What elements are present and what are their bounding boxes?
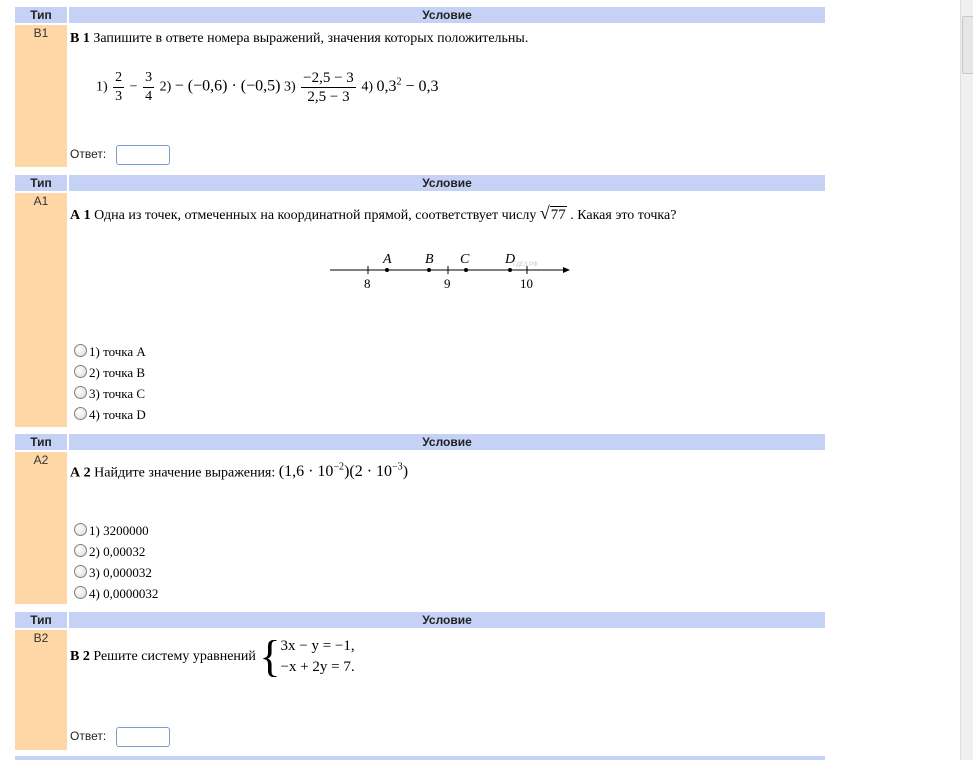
point-c — [464, 268, 468, 272]
radio-button[interactable] — [74, 586, 87, 599]
radio-button[interactable] — [74, 407, 87, 420]
question-type-cell — [15, 452, 67, 604]
radio-button[interactable] — [74, 365, 87, 378]
option-2[interactable]: 2) 0,00032 — [74, 541, 158, 562]
question-block-b1 — [15, 7, 825, 167]
answer-options — [74, 341, 146, 425]
point-a — [385, 268, 389, 272]
option-3[interactable]: 3) 0,000032 — [74, 562, 158, 583]
option-1[interactable]: 1) точка A — [74, 341, 146, 362]
equation-system: 3x − y = −1, −x + 2y = 7. — [280, 638, 355, 675]
point-label-a: A — [383, 252, 392, 267]
answer-row — [70, 726, 170, 747]
question-text: В 1 Запишите в ответе номера выражений, значения которых положительны. — [70, 31, 529, 46]
answer-input[interactable] — [116, 145, 170, 165]
answer-label: Ответ: — [70, 147, 107, 161]
table-header — [15, 175, 825, 191]
number-line — [325, 248, 575, 293]
header-type: Тип — [30, 435, 52, 449]
question-content — [70, 193, 825, 427]
option-2[interactable]: 2) точка B — [74, 362, 146, 383]
watermark: ГДЕЗ.РФ — [513, 262, 538, 268]
question-type-cell — [15, 630, 67, 750]
tick-label-8: 8 — [364, 276, 371, 291]
answer-options — [74, 520, 158, 604]
expressions-row: 1) $\frac{2}{3}$ − $\frac{3}{4}$ 2) − (−0,6) · (−0,5) 3) $\frac{-2,5 - 3}{2,5 - 3}$ 4) $0,3^2 - 0,3$ — [96, 70, 439, 105]
header-type: Тип — [30, 613, 52, 627]
question-text: В 2 Решите систему уравнений { 3x − y = −1, −x + 2y = 7. — [70, 632, 355, 681]
radio-button[interactable] — [74, 344, 87, 357]
question-type: B1 — [33, 26, 49, 40]
answer-label: Ответ: — [70, 729, 107, 743]
header-condition: Условие — [422, 613, 472, 627]
system-brace: { — [259, 632, 281, 681]
question-number: В 1 — [70, 31, 90, 46]
answer-input[interactable] — [116, 727, 170, 747]
question-text: А 2 Найдите значение выражения: $(1,6 \cdot 10^{-2})(2 \cdot 10^{-3})$ — [70, 462, 409, 481]
question-type: B2 — [33, 631, 49, 645]
radio-button[interactable] — [74, 386, 87, 399]
sqrt-expression: √77 — [539, 203, 566, 223]
radio-button[interactable] — [74, 565, 87, 578]
next-block-header — [15, 756, 825, 760]
question-type-cell — [15, 25, 67, 167]
question-type: A1 — [33, 194, 49, 208]
table-header — [15, 434, 825, 450]
question-number: А 1 — [70, 208, 91, 223]
question-number: В 2 — [70, 649, 90, 664]
option-4[interactable]: 4) точка D — [74, 404, 146, 425]
header-type: Тип — [30, 8, 52, 22]
point-label-d: D — [505, 252, 516, 267]
point-label-b: B — [425, 252, 434, 267]
radio-button[interactable] — [74, 523, 87, 536]
question-block-b2 — [15, 612, 825, 750]
table-header — [15, 7, 825, 23]
answer-row — [70, 144, 170, 165]
tick-label-10: 10 — [520, 276, 533, 291]
question-content — [70, 25, 825, 167]
option-3[interactable]: 3) точка C — [74, 383, 146, 404]
header-condition: Условие — [422, 176, 472, 190]
question-text: А 1 Одна из точек, отмеченных на координатной прямой, соответствует числу √77 . Какая это точка? — [70, 203, 677, 223]
question-type: A2 — [33, 453, 49, 467]
header-condition: Условие — [422, 435, 472, 449]
header-condition: Условие — [422, 8, 472, 22]
vertical-scrollbar[interactable] — [960, 0, 973, 760]
question-block-a1 — [15, 175, 825, 427]
question-number: А 2 — [70, 465, 91, 481]
tick-label-9: 9 — [444, 276, 451, 291]
question-content — [70, 630, 825, 750]
point-label-c: C — [460, 252, 470, 267]
expression: $(1,6 \cdot 10^{-2})(2 \cdot 10^{-3})$ — [278, 462, 409, 481]
question-type-cell — [15, 193, 67, 427]
radio-button[interactable] — [74, 544, 87, 557]
table-header — [15, 612, 825, 628]
point-b — [427, 268, 431, 272]
question-block-a2 — [15, 434, 825, 604]
header-type: Тип — [30, 176, 52, 190]
point-d — [508, 268, 512, 272]
option-4[interactable]: 4) 0,0000032 — [74, 583, 158, 604]
option-1[interactable]: 1) 3200000 — [74, 520, 158, 541]
question-content — [70, 452, 825, 604]
scrollbar-thumb[interactable] — [962, 16, 973, 74]
